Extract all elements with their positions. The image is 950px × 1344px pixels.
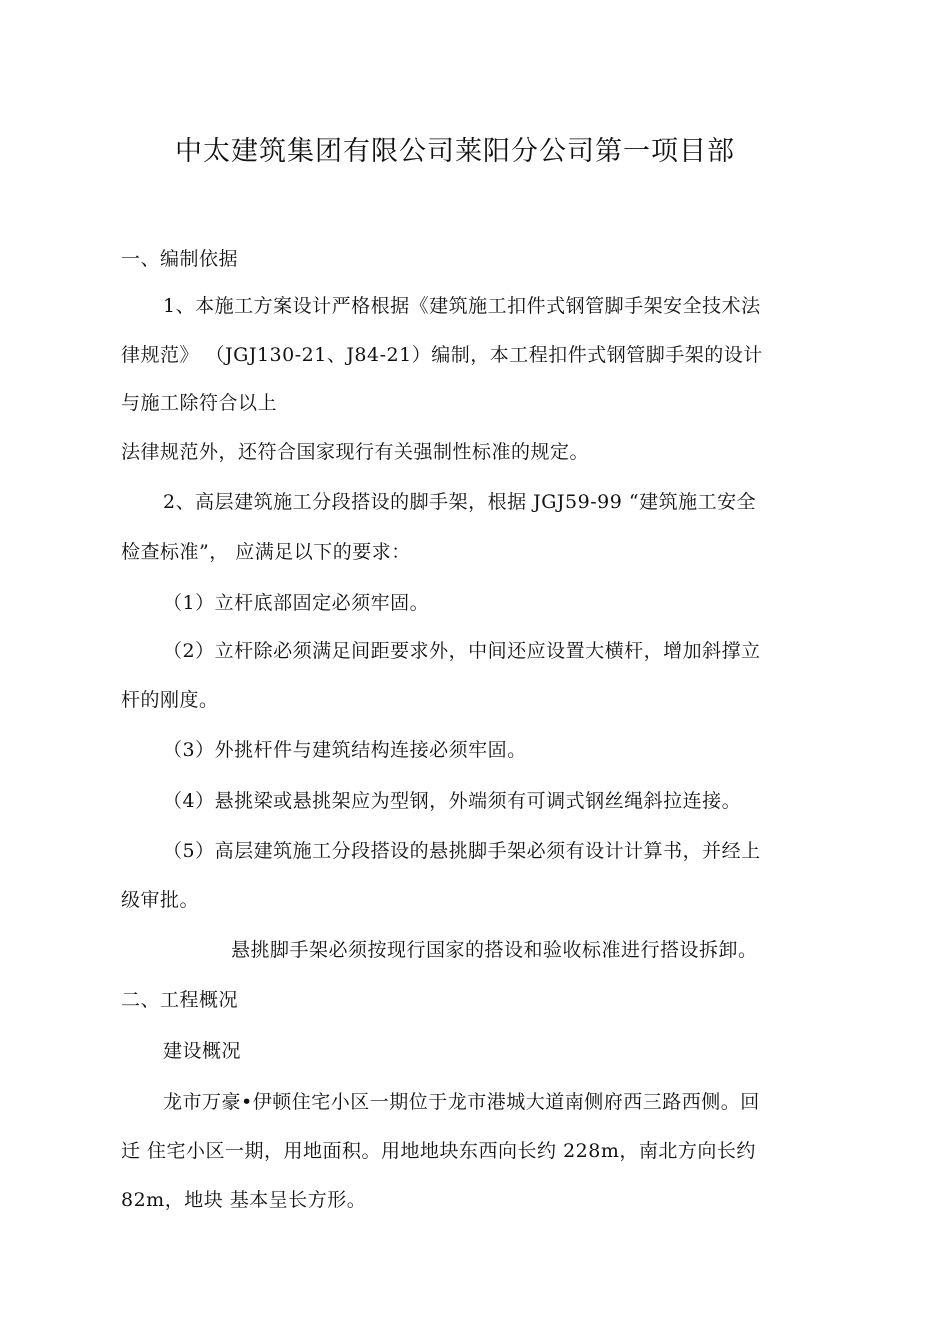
paragraph-1-line-1: 1、本施工方案设计严格根据《建筑施工扣件式钢管脚手架安全技术法 xyxy=(163,295,761,317)
sub-heading-construction: 建设概况 xyxy=(163,1040,242,1062)
paragraph-3-line-2: 迁 住宅小区一期，用地面积。用地地块东西向长约 228m，南北方向长约 xyxy=(121,1140,756,1162)
requirement-item-4: （4）悬挑梁或悬挑架应为型钢，外端须有可调式钢丝绳斜拉连接。 xyxy=(163,790,742,812)
paragraph-1-line-3: 与施工除符合以上 xyxy=(121,392,278,414)
paragraph-2-line-2: 检查标准”， 应满足以下的要求： xyxy=(121,541,411,563)
requirement-item-5-line-1: （5）高层建筑施工分段搭设的悬挑脚手架必须有设计计算书，并经上 xyxy=(163,840,761,862)
page-title: 中太建筑集团有限公司莱阳分公司第一项目部 xyxy=(175,136,735,167)
section-heading-overview: 二、工程概况 xyxy=(121,989,239,1011)
section-heading-basis: 一、编制依据 xyxy=(121,248,239,270)
paragraph-1-line-4: 法律规范外，还符合国家现行有关强制性标准的规定。 xyxy=(121,441,590,463)
paragraph-3-line-1: 龙市万豪•伊顿住宅小区一期位于龙市港城大道南侧府西三路西侧。回 xyxy=(163,1091,760,1113)
paragraph-3-line-3: 82m，地块 基本呈长方形。 xyxy=(121,1189,367,1211)
note-line: 悬挑脚手架必须按现行国家的搭设和验收标准进行搭设拆卸。 xyxy=(231,939,758,961)
requirement-item-3: （3）外挑杆件与建筑结构连接必须牢固。 xyxy=(163,739,527,761)
requirement-item-5-line-2: 级审批。 xyxy=(121,889,200,911)
paragraph-2-line-1: 2、高层建筑施工分段搭设的脚手架，根据 JGJ59-99 “建筑施工安全 xyxy=(163,491,757,513)
requirement-item-2-line-2: 杆的刚度。 xyxy=(121,689,219,711)
requirement-item-2-line-1: （2）立杆除必须满足间距要求外，中间还应设置大横杆，增加斜撑立 xyxy=(163,640,761,662)
requirement-item-1: （1）立杆底部固定必须牢固。 xyxy=(163,592,430,614)
paragraph-1-line-2: 律规范》 （JGJ130-21、J84-21）编制，本工程扣件式钢管脚手架的设计 xyxy=(121,344,763,366)
